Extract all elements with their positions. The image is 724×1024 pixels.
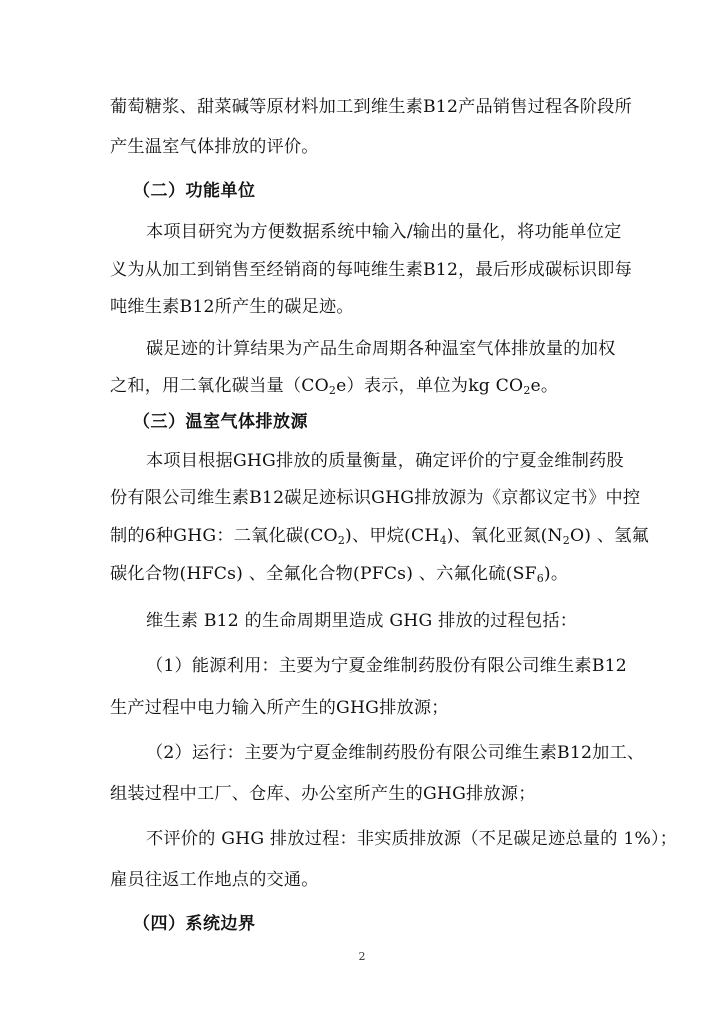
- text-run: e）表示，单位为kg CO: [336, 376, 524, 396]
- paragraph-line: 生产过程中电力输入所产生的GHG排放源；: [110, 698, 449, 718]
- paragraph-line: （1）能源利用：主要为宁夏金维制药股份有限公司维生素B12: [146, 656, 627, 676]
- text-run: O) 、氢氟: [569, 526, 649, 546]
- section-heading-system-boundary: （四）系统边界: [133, 914, 256, 934]
- paragraph-line-with-formula: [110, 525, 649, 547]
- paragraph-line: 碳足迹的计算结果为产品生命周期各种温室气体排放量的加权: [146, 339, 616, 359]
- paragraph-line-with-formula: [110, 563, 620, 585]
- text-run: )。: [543, 564, 569, 584]
- paragraph-line: 组装过程中工厂、仓库、办公室所产生的GHG排放源；: [110, 784, 536, 804]
- paragraph-line: 维生素 B12 的生命周期里造成 GHG 排放的过程包括：: [146, 611, 578, 631]
- paragraph-line: （2）运行：主要为宁夏金维制药股份有限公司维生素B12加工、: [146, 743, 645, 763]
- section-heading-ghg-sources: （三）温室气体排放源: [133, 412, 308, 432]
- text-run: 之和，用二氧化碳当量（CO: [110, 376, 329, 396]
- text-run: 制的6种GHG：二氧化碳(CO: [110, 526, 338, 546]
- paragraph-line: 本项目研究为方便数据系统中输入/输出的量化，将功能单位定: [146, 222, 622, 242]
- subscript: 2: [562, 534, 570, 547]
- page-number: 2: [358, 950, 366, 963]
- paragraph-line-with-formula: [110, 375, 620, 397]
- text-run: )、甲烷(CH: [345, 526, 440, 546]
- section-heading-functional-unit: （二）功能单位: [133, 181, 256, 201]
- paragraph-line: 吨维生素B12所产生的碳足迹。: [110, 297, 354, 317]
- paragraph-line: 雇员往返工作地点的交通。: [110, 870, 319, 890]
- subscript: 2: [523, 384, 531, 397]
- text-run: e。: [530, 376, 559, 396]
- paragraph-line: 本项目根据GHG排放的质量衡量，确定评价的宁夏金维制药股: [146, 451, 624, 471]
- paragraph-line: 不评价的 GHG 排放过程：非实质排放源（不足碳足迹总量的 1%）；: [146, 829, 678, 849]
- paragraph-line: 份有限公司维生素B12碳足迹标识GHG排放源为《京都议定书》中控: [110, 488, 641, 508]
- subscript: 2: [328, 384, 337, 397]
- text-run: )、氧化亚氮(N: [446, 526, 563, 546]
- paragraph-line: 产生温室气体排放的评价。: [110, 137, 319, 157]
- subscript: 6: [536, 572, 544, 585]
- paragraph-line: 葡萄糖浆、甜菜碱等原材料加工到维生素B12产品销售过程各阶段所: [110, 97, 632, 117]
- subscript: 2: [337, 534, 346, 547]
- text-run: 碳化合物(HFCs) 、全氟化合物(PFCs) 、六氟化硫(SF: [110, 564, 537, 584]
- paragraph-line: 义为从加工到销售至经销商的每吨维生素B12，最后形成碳标识即每: [110, 260, 632, 280]
- subscript: 4: [439, 534, 447, 547]
